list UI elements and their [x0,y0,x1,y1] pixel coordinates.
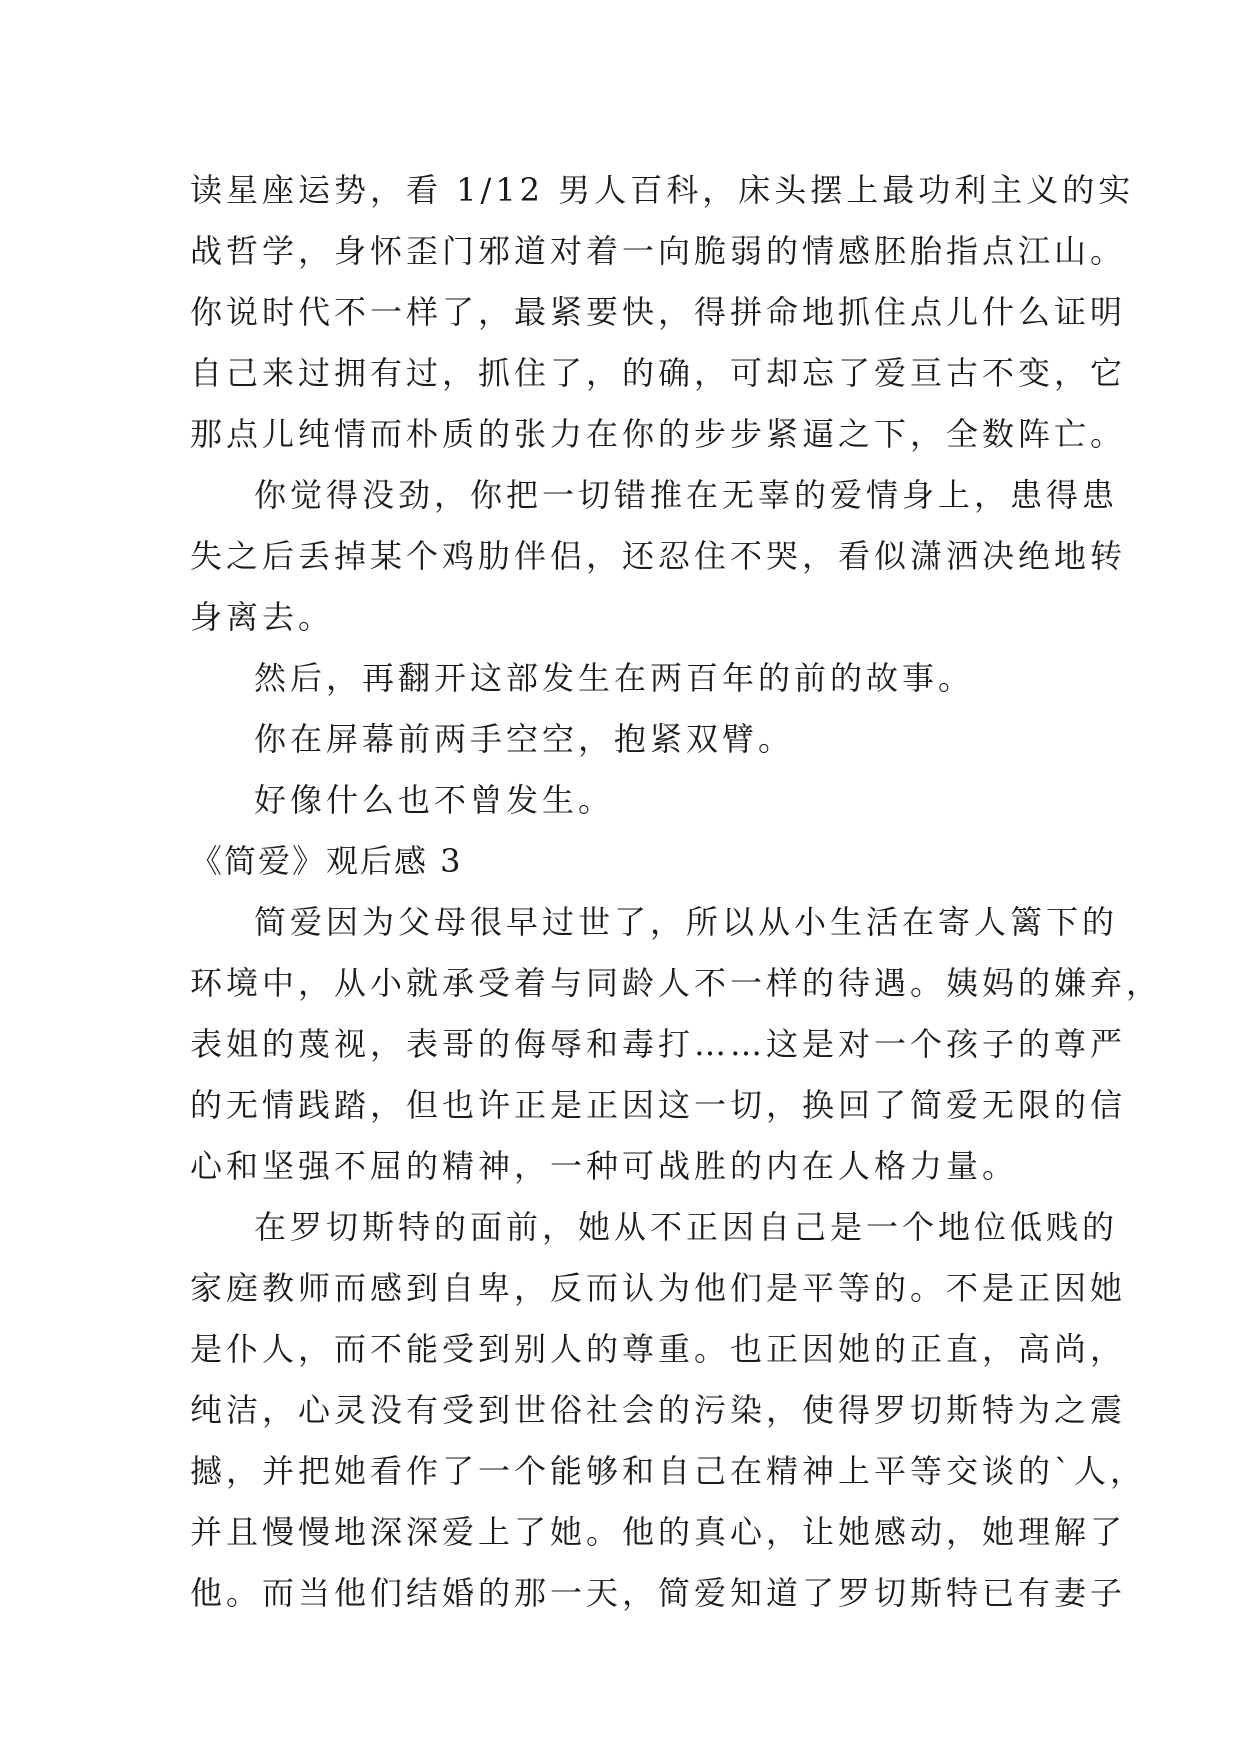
paragraph-line: 家庭教师而感到自卑，反而认为他们是平等的。不是正因她 [190,1269,1127,1307]
document-body [190,160,1163,1624]
paragraph-line: 你说时代不一样了，最紧要快，得拼命地抓住点儿什么证明 [190,293,1127,331]
paragraph-line: 并且慢慢地深深爱上了她。他的真心，让她感动，她理解了 [190,1513,1127,1551]
paragraph-line: 环境中，从小就承受着与同龄人不一样的待遇。姨妈的嫌弃， [190,964,1163,1002]
paragraph-line: 你觉得没劲，你把一切错推在无辜的爱情身上，患得患 [254,476,1119,514]
paragraph-line: 战哲学，身怀歪门邪道对着一向脆弱的情感胚胎指点江山。 [190,232,1127,270]
paragraph-line: 是仆人，而不能受到别人的尊重。也正因她的正直，高尚， [190,1330,1127,1368]
paragraph-line: 纯洁，心灵没有受到世俗社会的污染，使得罗切斯特为之震 [190,1391,1127,1429]
paragraph-line: 好像什么也不曾发生。 [254,781,615,819]
paragraph-line: 在罗切斯特的面前，她从不正因自己是一个地位低贱的 [254,1208,1119,1246]
paragraph-line: 你在屏幕前两手空空，抱紧双臂。 [254,720,795,758]
paragraph-line: 表姐的蔑视，表哥的侮辱和毒打……这是对一个孩子的尊严 [190,1025,1127,1063]
paragraph-line: 失之后丢掉某个鸡肋伴侣，还忍住不哭，看似潇洒决绝地转 [190,537,1127,575]
paragraph-line: 他。而当他们结婚的那一天，简爱知道了罗切斯特已有妻子 [190,1574,1127,1612]
section-heading: 《简爱》观后感 3 [190,842,463,880]
paragraph-line: 自己来过拥有过，抓住了，的确，可却忘了爱亘古不变，它 [190,354,1127,392]
paragraph-line: 心和坚强不屈的精神，一种可战胜的内在人格力量。 [190,1147,1019,1185]
paragraph-line: 读星座运势，看 1/12 男人百科，床头摆上最功利主义的实 [190,171,1135,209]
paragraph-line: 撼，并把她看作了一个能够和自己在精神上平等交谈的`人， [190,1452,1147,1490]
paragraph-line: 然后，再翻开这部发生在两百年的前的故事。 [254,659,975,697]
paragraph-line: 身离去。 [190,598,335,636]
paragraph-line: 简爱因为父母很早过世了，所以从小生活在寄人篱下的 [254,903,1119,941]
paragraph-line: 的无情践踏，但也许正是正因这一切，换回了简爱无限的信 [190,1086,1127,1124]
paragraph-line: 那点儿纯情而朴质的张力在你的步步紧逼之下，全数阵亡。 [190,415,1127,453]
